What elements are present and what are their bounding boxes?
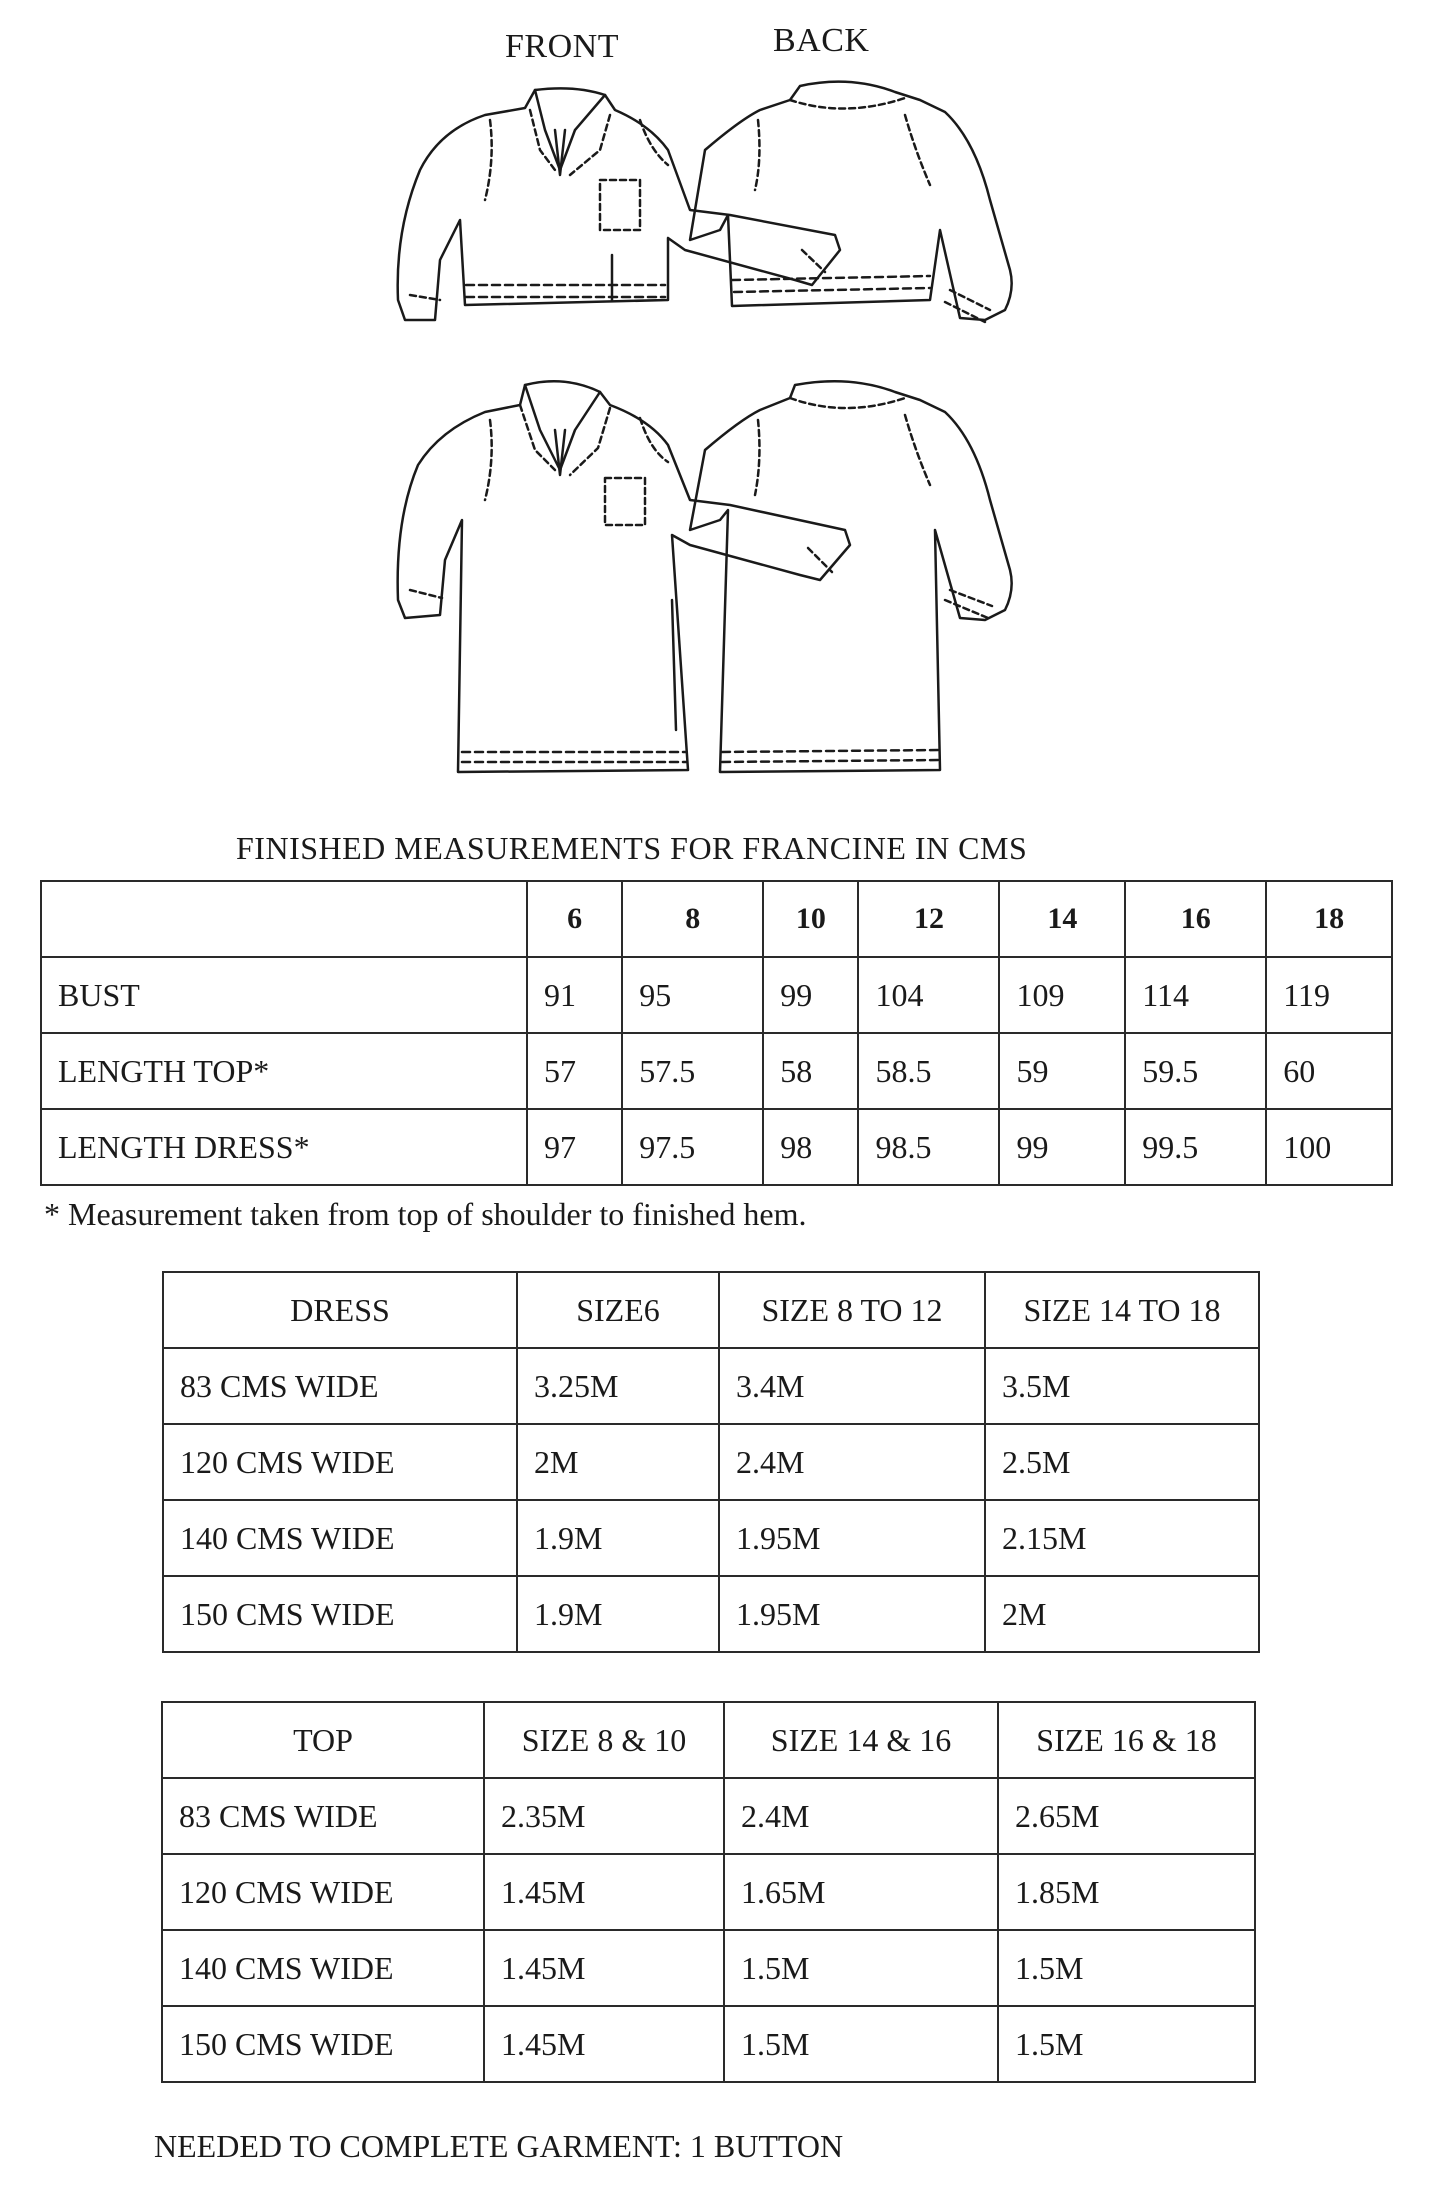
front-label: FRONT bbox=[505, 28, 619, 65]
cell: 2.4M bbox=[724, 1778, 998, 1854]
cell: 99 bbox=[999, 1109, 1125, 1185]
header-cell: SIZE 16 & 18 bbox=[998, 1702, 1255, 1778]
row-label: LENGTH DRESS* bbox=[41, 1109, 527, 1185]
cell: 2.15M bbox=[985, 1500, 1259, 1576]
cell: 150 CMS WIDE bbox=[162, 2006, 484, 2082]
row-label: BUST bbox=[41, 957, 527, 1033]
cell: 1.45M bbox=[484, 2006, 724, 2082]
table-row bbox=[41, 1109, 1392, 1185]
table-header-row bbox=[162, 1702, 1255, 1778]
header-blank bbox=[41, 881, 527, 957]
cell: 1.5M bbox=[724, 2006, 998, 2082]
size-header: 14 bbox=[999, 881, 1125, 957]
table-row bbox=[162, 1854, 1255, 1930]
cell: 140 CMS WIDE bbox=[163, 1500, 517, 1576]
cell: 97.5 bbox=[622, 1109, 763, 1185]
table-row bbox=[163, 1424, 1259, 1500]
cell: 58 bbox=[763, 1033, 858, 1109]
cell: 2.4M bbox=[719, 1424, 985, 1500]
cell: 57.5 bbox=[622, 1033, 763, 1109]
cell: 2M bbox=[985, 1576, 1259, 1652]
cell: 2M bbox=[517, 1424, 719, 1500]
cell: 104 bbox=[858, 957, 999, 1033]
cell: 3.4M bbox=[719, 1348, 985, 1424]
cell: 59.5 bbox=[1125, 1033, 1266, 1109]
cell: 60 bbox=[1266, 1033, 1392, 1109]
table-row bbox=[163, 1576, 1259, 1652]
header-cell: SIZE 14 TO 18 bbox=[985, 1272, 1259, 1348]
cell: 1.65M bbox=[724, 1854, 998, 1930]
cell: 83 CMS WIDE bbox=[162, 1778, 484, 1854]
cell: 57 bbox=[527, 1033, 622, 1109]
header-cell: TOP bbox=[162, 1702, 484, 1778]
cell: 95 bbox=[622, 957, 763, 1033]
cell: 58.5 bbox=[858, 1033, 999, 1109]
cell: 98.5 bbox=[858, 1109, 999, 1185]
table-row bbox=[163, 1348, 1259, 1424]
cell: 3.5M bbox=[985, 1348, 1259, 1424]
finished-measurements-table bbox=[40, 880, 1393, 1186]
cell: 140 CMS WIDE bbox=[162, 1930, 484, 2006]
cell: 1.5M bbox=[724, 1930, 998, 2006]
back-label: BACK bbox=[773, 22, 870, 59]
dress-back-drawing bbox=[690, 381, 1012, 772]
cell: 1.85M bbox=[998, 1854, 1255, 1930]
size-header: 6 bbox=[527, 881, 622, 957]
header-cell: SIZE 8 TO 12 bbox=[719, 1272, 985, 1348]
cell: 97 bbox=[527, 1109, 622, 1185]
row-label: LENGTH TOP* bbox=[41, 1033, 527, 1109]
cell: 1.95M bbox=[719, 1576, 985, 1652]
cell: 150 CMS WIDE bbox=[163, 1576, 517, 1652]
table-row bbox=[41, 1033, 1392, 1109]
cell: 99 bbox=[763, 957, 858, 1033]
cell: 120 CMS WIDE bbox=[162, 1854, 484, 1930]
table-row bbox=[162, 1930, 1255, 2006]
cell: 1.5M bbox=[998, 1930, 1255, 2006]
top-front-drawing bbox=[398, 88, 840, 320]
cell: 3.25M bbox=[517, 1348, 719, 1424]
table-row bbox=[41, 957, 1392, 1033]
dress-fabric-table bbox=[162, 1271, 1260, 1653]
cell: 100 bbox=[1266, 1109, 1392, 1185]
size-header: 8 bbox=[622, 881, 763, 957]
size-header: 18 bbox=[1266, 881, 1392, 957]
dress-front-drawing bbox=[398, 381, 850, 772]
cell: 1.95M bbox=[719, 1500, 985, 1576]
size-header: 12 bbox=[858, 881, 999, 957]
cell: 114 bbox=[1125, 957, 1266, 1033]
header-cell: SIZE 14 & 16 bbox=[724, 1702, 998, 1778]
size-header: 10 bbox=[763, 881, 858, 957]
cell: 91 bbox=[527, 957, 622, 1033]
size-header: 16 bbox=[1125, 881, 1266, 957]
measurements-title: FINISHED MEASUREMENTS FOR FRANCINE IN CMS bbox=[236, 830, 1028, 866]
header-cell: DRESS bbox=[163, 1272, 517, 1348]
cell: 1.9M bbox=[517, 1500, 719, 1576]
table-row bbox=[163, 1500, 1259, 1576]
cell: 2.65M bbox=[998, 1778, 1255, 1854]
cell: 2.5M bbox=[985, 1424, 1259, 1500]
cell: 2.35M bbox=[484, 1778, 724, 1854]
measurement-footnote: * Measurement taken from top of shoulder to finished hem. bbox=[44, 1196, 807, 1232]
garment-illustrations bbox=[0, 0, 1436, 800]
cell: 120 CMS WIDE bbox=[163, 1424, 517, 1500]
cell: 1.45M bbox=[484, 1930, 724, 2006]
header-cell: SIZE 8 & 10 bbox=[484, 1702, 724, 1778]
notions-note: NEEDED TO COMPLETE GARMENT: 1 BUTTON bbox=[154, 2128, 844, 2164]
table-row bbox=[162, 2006, 1255, 2082]
cell: 98 bbox=[763, 1109, 858, 1185]
cell: 1.45M bbox=[484, 1854, 724, 1930]
cell: 83 CMS WIDE bbox=[163, 1348, 517, 1424]
table-header-row bbox=[163, 1272, 1259, 1348]
top-fabric-table bbox=[161, 1701, 1256, 2083]
cell: 99.5 bbox=[1125, 1109, 1266, 1185]
table-header-row bbox=[41, 881, 1392, 957]
cell: 119 bbox=[1266, 957, 1392, 1033]
top-back-drawing bbox=[690, 82, 1012, 322]
header-cell: SIZE6 bbox=[517, 1272, 719, 1348]
table-row bbox=[162, 1778, 1255, 1854]
cell: 1.5M bbox=[998, 2006, 1255, 2082]
cell: 1.9M bbox=[517, 1576, 719, 1652]
cell: 59 bbox=[999, 1033, 1125, 1109]
cell: 109 bbox=[999, 957, 1125, 1033]
